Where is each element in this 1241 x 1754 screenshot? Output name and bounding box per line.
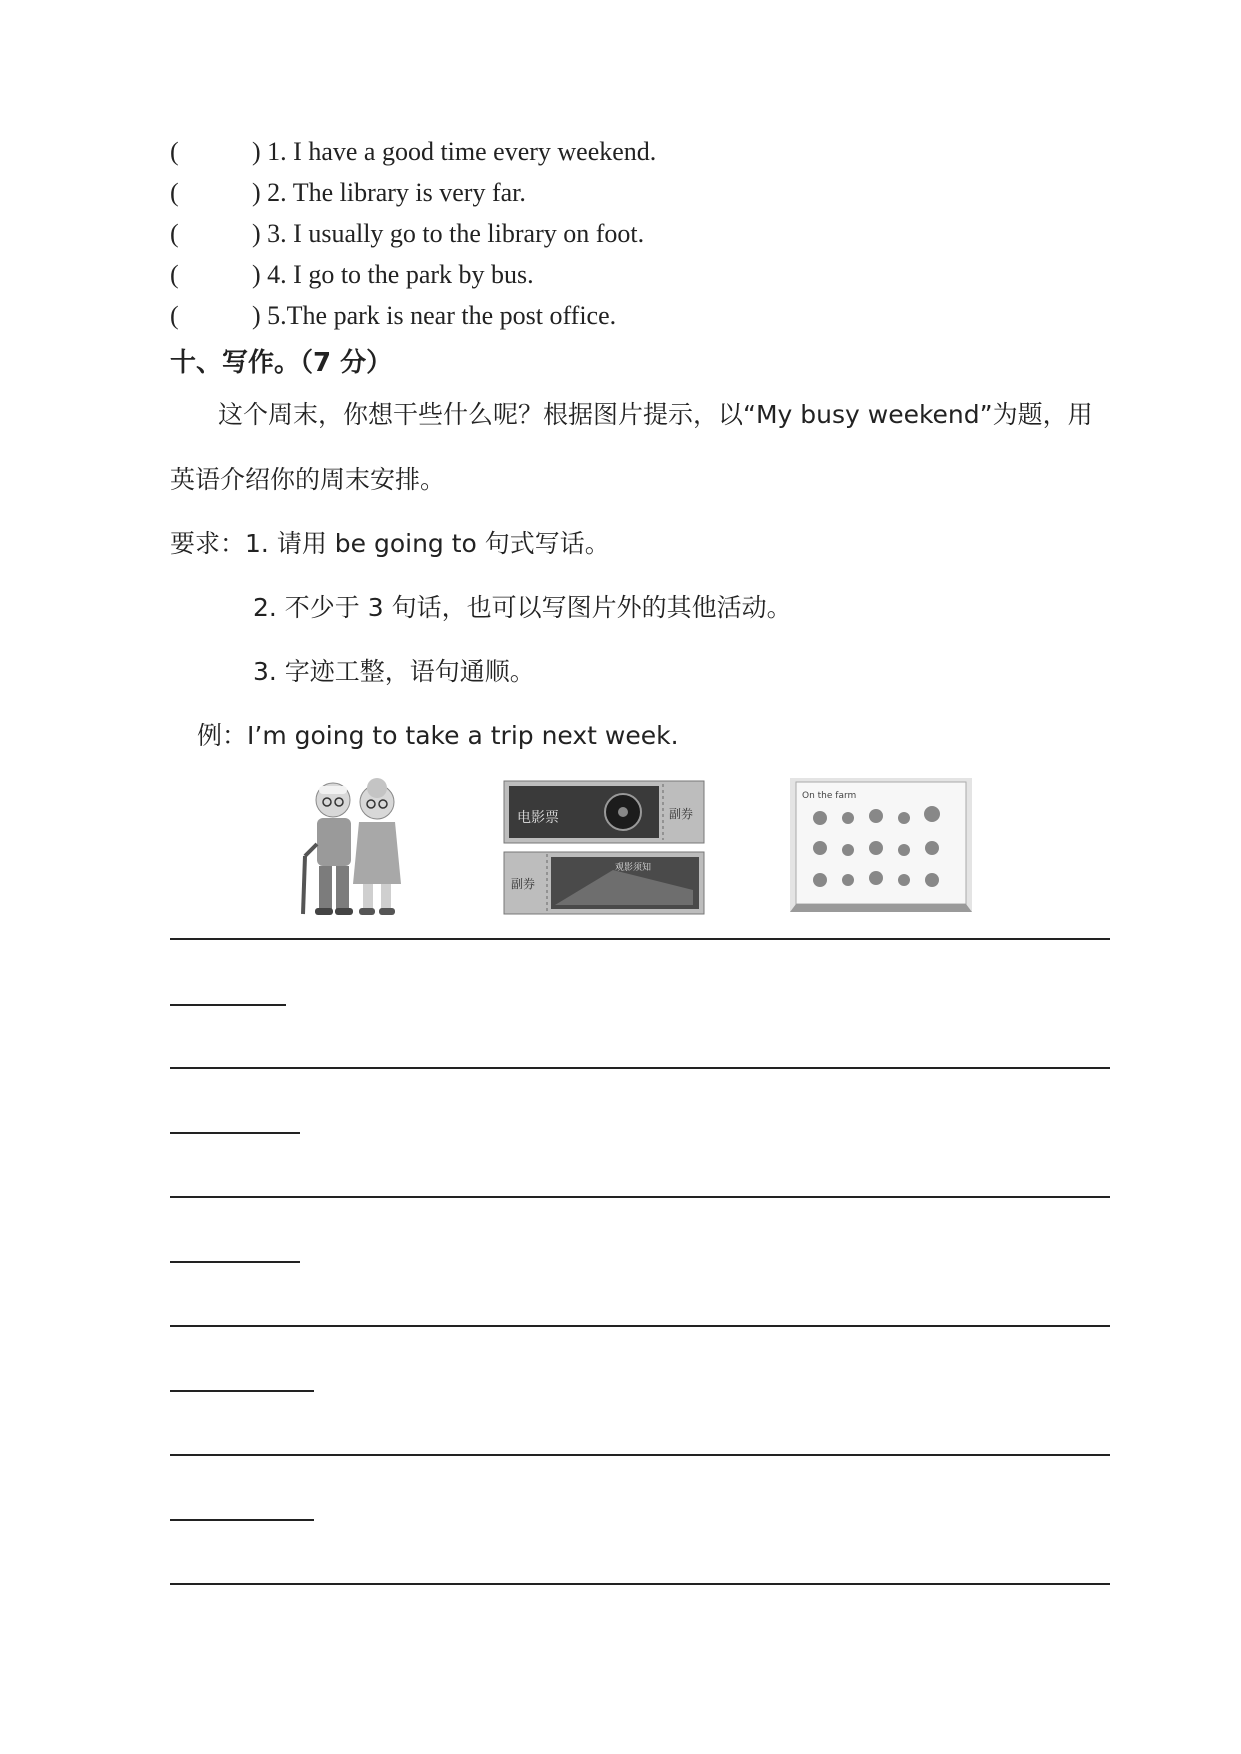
- writing-line: [170, 1583, 1110, 1585]
- section-title: 十、写作。（7 分）: [170, 348, 393, 378]
- close-bracket: ): [252, 260, 261, 289]
- tf-text: 3. I usually go to the library on foot.: [267, 219, 645, 248]
- writing-line-short: [170, 1132, 300, 1134]
- close-bracket: ): [252, 137, 261, 166]
- example-sentence: 例：I’m going to take a trip next week.: [197, 721, 679, 750]
- open-bracket: (: [170, 137, 179, 166]
- poster-title: On the farm: [802, 791, 857, 801]
- open-bracket: (: [170, 178, 179, 207]
- movie-tickets-picture: [503, 780, 705, 916]
- writing-line: [170, 1454, 1110, 1456]
- writing-line-short: [170, 1519, 314, 1521]
- ticket-title: 电影票: [517, 810, 559, 826]
- requirement-1-text: 1. 请用 be going to 句式写话。: [245, 529, 610, 558]
- open-bracket: (: [170, 301, 179, 330]
- writing-line: [170, 1196, 1110, 1198]
- tf-text: 1. I have a good time every weekend.: [267, 137, 657, 166]
- writing-line: [170, 938, 1110, 940]
- writing-line-short: [170, 1004, 286, 1006]
- writing-line: [170, 1325, 1110, 1327]
- prompt-line-2: 英语介绍你的周末安排。: [170, 465, 446, 494]
- writing-line-short: [170, 1261, 300, 1263]
- requirement-2: 2. 不少于 3 句话，也可以写图片外的其他活动。: [253, 593, 792, 622]
- tf-text: 5.The park is near the post office.: [267, 301, 617, 330]
- grandparents-picture: [295, 778, 415, 918]
- close-bracket: ): [252, 178, 261, 207]
- close-bracket: ): [252, 301, 261, 330]
- tf-item-5: [170, 301, 616, 331]
- writing-line-short: [170, 1390, 314, 1392]
- close-bracket: ): [252, 219, 261, 248]
- open-bracket: (: [170, 219, 179, 248]
- ticket-stub-label: 副券: [669, 807, 694, 821]
- tf-item-1: [170, 137, 656, 167]
- prompt-line-1: 这个周末，你想干些什么呢？根据图片提示，以“My busy weekend”为题，用: [218, 400, 1093, 429]
- requirement-1: [170, 524, 610, 560]
- tf-item-4: [170, 260, 534, 290]
- tf-item-3: [170, 219, 644, 249]
- farm-poster-picture: [790, 778, 972, 912]
- tf-item-2: [170, 178, 526, 208]
- open-bracket: (: [170, 260, 179, 289]
- writing-line: [170, 1067, 1110, 1069]
- tf-text: 2. The library is very far.: [267, 178, 526, 207]
- tf-text: 4. I go to the park by bus.: [267, 260, 534, 289]
- requirement-3: 3. 字迹工整，语句通顺。: [253, 657, 535, 686]
- requirements-label: 要求：: [170, 529, 246, 558]
- ticket-notice: 观影须知: [615, 863, 652, 873]
- ticket-stub-label-2: 副券: [511, 877, 536, 891]
